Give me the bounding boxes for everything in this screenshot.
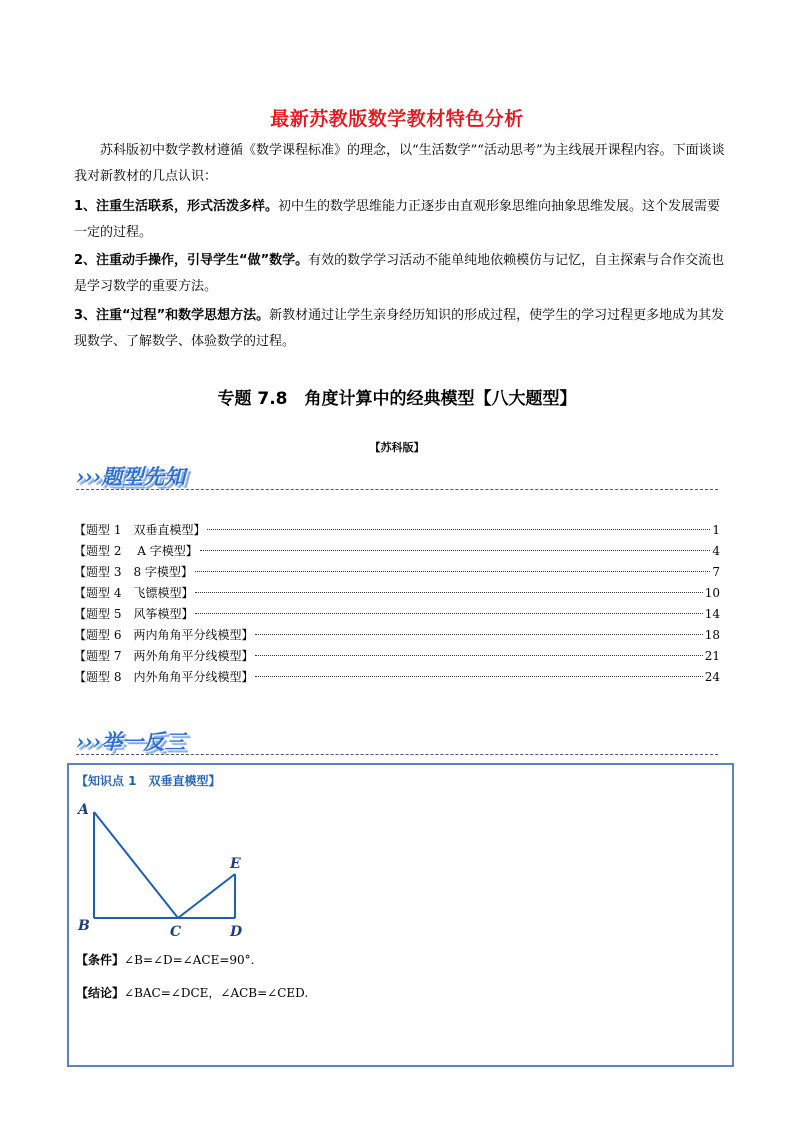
toc-label: 【题型 6 两内角角平分线模型】 (74, 628, 254, 642)
section-banner-preview: ›››题型先知 (76, 464, 186, 489)
conclusion-body: ∠BAC=∠DCE，∠ACB=∠CED. (124, 986, 309, 1000)
section-banner-examples: ›››举一反三 (76, 729, 186, 754)
toc-leader (255, 634, 702, 635)
toc-leader (195, 571, 710, 572)
toc-label: 【题型 4 飞镖模型】 (74, 586, 194, 600)
segment-ce (178, 874, 235, 918)
point-1-head: 1、注重生活联系，形式活泼多样。 (74, 199, 279, 214)
conclusion-head: 【结论】 (76, 986, 125, 1000)
edition-label: 【苏科版】 (369, 441, 425, 454)
table-of-contents (74, 521, 720, 689)
toc-leader (200, 550, 711, 551)
toc-leader (255, 676, 702, 677)
toc-item[interactable] (74, 605, 720, 626)
toc-label: 【题型 5 风筝模型】 (74, 607, 194, 621)
toc-leader (195, 613, 702, 614)
vertex-c-label: C (170, 924, 182, 940)
intro-paragraph: 苏科版初中数学教材遵循《数学课程标准》的理念，以“生活数学”“活动思考”为主线展开课程内容。下面谈谈我对新教材的几点认识： (74, 143, 725, 184)
toc-item[interactable] (74, 668, 720, 689)
vertex-e-label: E (230, 856, 241, 872)
toc-item[interactable] (74, 584, 720, 605)
point-1-body: 初中生的数学思维能力正逐步由直观形象思维向抽象思维发展。这个发展需要一定的过程。 (74, 199, 721, 240)
knowledge-point-title: 【知识点 1 双垂直模型】 (76, 774, 221, 788)
double-perpendicular-figure (70, 790, 270, 945)
toc-leader (207, 529, 710, 530)
toc-item[interactable] (74, 542, 720, 563)
point-2-body: 有效的数学学习活动不能单纯地依赖模仿与记忆，自主探索与合作交流也是学习数学的重要方法。 (74, 253, 725, 294)
toc-page: 24 (704, 670, 720, 684)
toc-page: 7 (712, 565, 720, 579)
condition-head: 【条件】 (76, 953, 125, 967)
main-title: 最新苏教版数学教材特色分析 (270, 108, 524, 130)
toc-page: 4 (712, 544, 720, 558)
toc-item[interactable] (74, 521, 720, 542)
toc-page: 10 (704, 586, 720, 600)
toc-label: 【题型 3 8 字模型】 (74, 565, 193, 579)
divider (76, 754, 718, 755)
segment-ac (94, 812, 178, 918)
divider (76, 489, 718, 490)
point-3-body: 新教材通过让学生亲身经历知识的形成过程，使学生的学习过程更多地成为其发现数学、了解数学、体验数学的过程。 (74, 308, 725, 349)
toc-item[interactable] (74, 626, 720, 647)
toc-page: 21 (704, 649, 720, 663)
toc-item[interactable] (74, 647, 720, 668)
point-3-head: 3、注重“过程”和数学思想方法。 (74, 308, 270, 323)
condition-line (76, 951, 254, 968)
vertex-a-label: A (78, 802, 89, 818)
topic-title: 专题 7.8 角度计算中的经典模型【八大题型】 (217, 389, 577, 409)
point-1 (74, 194, 726, 246)
toc-leader (195, 592, 702, 593)
toc-page: 1 (712, 523, 720, 537)
toc-label: 【题型 8 内外角角平分线模型】 (74, 670, 254, 684)
toc-label: 【题型 1 双垂直模型】 (74, 523, 206, 537)
point-3 (74, 303, 726, 355)
point-2 (74, 248, 726, 300)
toc-leader (255, 655, 702, 656)
conclusion-line (76, 984, 308, 1001)
vertex-d-label: D (230, 924, 243, 940)
toc-label: 【题型 7 两外角角平分线模型】 (74, 649, 254, 663)
condition-body: ∠B=∠D=∠ACE=90°. (124, 953, 255, 967)
toc-page: 14 (704, 607, 720, 621)
toc-label: 【题型 2 A 字模型】 (74, 544, 198, 558)
vertex-b-label: B (78, 918, 90, 934)
point-2-head: 2、注重动手操作，引导学生“做”数学。 (74, 253, 309, 268)
toc-item[interactable] (74, 563, 720, 584)
toc-page: 18 (704, 628, 720, 642)
